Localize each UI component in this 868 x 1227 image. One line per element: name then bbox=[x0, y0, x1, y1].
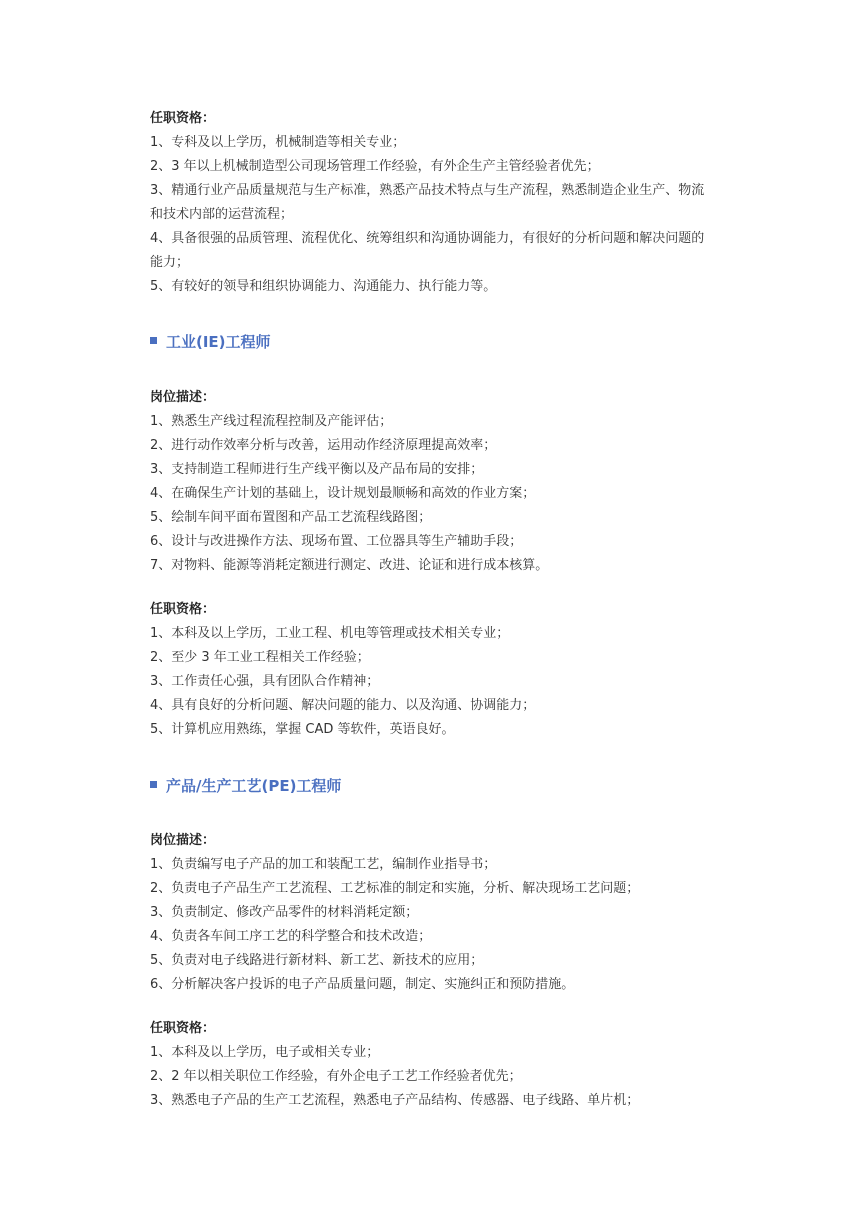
description-line: 3、负责制定、修改产品零件的材料消耗定额； bbox=[150, 905, 419, 920]
square-bullet-icon bbox=[150, 337, 157, 344]
description-line: 5、绘制车间平面布置图和产品工艺流程线路图； bbox=[150, 510, 432, 525]
section-title-text: 产品/生产工艺(PE)工程师 bbox=[166, 777, 342, 795]
description-line: 6、分析解决客户投诉的电子产品质量问题，制定、实施纠正和预防措施。 bbox=[150, 977, 575, 992]
requirement-line: 和技术内部的运营流程； bbox=[150, 207, 294, 222]
requirement-line: 1、专科及以上学历，机械制造等相关专业； bbox=[150, 135, 406, 150]
square-bullet-icon bbox=[150, 781, 157, 788]
ie-requirements-block bbox=[150, 598, 720, 742]
description-line: 1、负责编写电子产品的加工和装配工艺，编制作业指导书； bbox=[150, 857, 497, 872]
description-line: 4、在确保生产计划的基础上，设计规划最顺畅和高效的作业方案； bbox=[150, 486, 536, 501]
requirements-block-1 bbox=[150, 107, 720, 299]
requirement-line: 4、具备很强的品质管理、流程优化、统筹组织和沟通协调能力，有很好的分析问题和解决问题的 bbox=[150, 231, 705, 246]
requirement-line: 3、精通行业产品质量规范与生产标准，熟悉产品技术特点与生产流程，熟悉制造企业生产、物流 bbox=[150, 183, 705, 198]
description-line: 7、对物料、能源等消耗定额进行测定、改进、论证和进行成本核算。 bbox=[150, 558, 549, 573]
requirement-line: 2、2 年以相关职位工作经验，有外企电子工艺工作经验者优先； bbox=[150, 1069, 522, 1084]
pe-description-block bbox=[150, 829, 720, 997]
requirement-line: 5、有较好的领导和组织协调能力、沟通能力、执行能力等。 bbox=[150, 279, 497, 294]
description-line: 2、进行动作效率分析与改善，运用动作经济原理提高效率； bbox=[150, 438, 497, 453]
requirement-line: 2、3 年以上机械制造型公司现场管理工作经验，有外企生产主管经验者优先； bbox=[150, 159, 600, 174]
description-heading: 岗位描述： bbox=[150, 833, 216, 848]
requirement-line: 3、工作责任心强，具有团队合作精神； bbox=[150, 674, 380, 689]
requirement-line: 4、具有良好的分析问题、解决问题的能力、以及沟通、协调能力； bbox=[150, 698, 536, 713]
description-line: 5、负责对电子线路进行新材料、新工艺、新技术的应用； bbox=[150, 953, 484, 968]
ie-description-block bbox=[150, 386, 720, 578]
requirements-heading: 任职资格： bbox=[150, 111, 216, 126]
pe-requirements-block bbox=[150, 1017, 720, 1113]
description-line: 4、负责各车间工序工艺的科学整合和技术改造； bbox=[150, 929, 432, 944]
requirement-line: 能力； bbox=[150, 255, 190, 270]
description-line: 6、设计与改进操作方法、现场布置、工位器具等生产辅助手段； bbox=[150, 534, 523, 549]
section-title-pe bbox=[150, 774, 341, 798]
section-title-text: 工业(IE)工程师 bbox=[166, 333, 271, 351]
description-line: 1、熟悉生产线过程流程控制及产能评估； bbox=[150, 414, 393, 429]
description-heading: 岗位描述： bbox=[150, 390, 216, 405]
requirement-line: 1、本科及以上学历，工业工程、机电等管理或技术相关专业； bbox=[150, 626, 510, 641]
requirement-line: 5、计算机应用熟练，掌握 CAD 等软件，英语良好。 bbox=[150, 722, 455, 737]
description-line: 3、支持制造工程师进行生产线平衡以及产品布局的安排； bbox=[150, 462, 484, 477]
requirements-heading: 任职资格： bbox=[150, 1021, 216, 1036]
requirement-line: 3、熟悉电子产品的生产工艺流程，熟悉电子产品结构、传感器、电子线路、单片机； bbox=[150, 1093, 640, 1108]
requirement-line: 2、至少 3 年工业工程相关工作经验； bbox=[150, 650, 370, 665]
section-title-ie bbox=[150, 330, 271, 354]
requirement-line: 1、本科及以上学历，电子或相关专业； bbox=[150, 1045, 380, 1060]
description-line: 2、负责电子产品生产工艺流程、工艺标准的制定和实施，分析、解决现场工艺问题； bbox=[150, 881, 640, 896]
requirements-heading: 任职资格： bbox=[150, 602, 216, 617]
